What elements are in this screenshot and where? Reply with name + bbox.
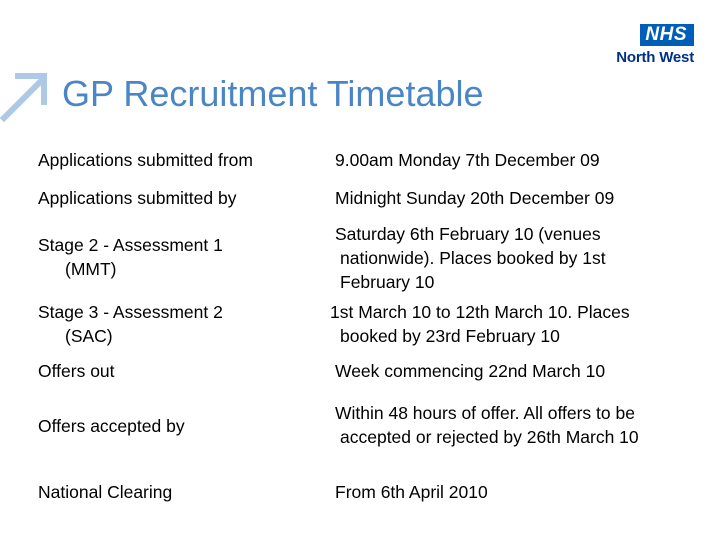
- row-label-line: (SAC): [65, 326, 113, 346]
- row-value: [335, 148, 600, 172]
- row-value-line: Midnight Sunday 20th December 09: [335, 188, 615, 208]
- row-value: [335, 359, 605, 383]
- row-value-line: 1st March 10 to 12th March 10. Places: [330, 302, 630, 322]
- row-label: [38, 148, 253, 172]
- row-label: [38, 414, 185, 438]
- row-label: [38, 300, 223, 348]
- row-value-line: nationwide). Places booked by 1st: [340, 248, 606, 268]
- nhs-badge: NHS: [640, 24, 694, 46]
- nhs-logo: [616, 24, 694, 66]
- row-label: [38, 233, 223, 281]
- arrow-up-right-icon: [0, 66, 52, 122]
- row-label: [38, 480, 172, 504]
- row-value-line: From 6th April 2010: [335, 482, 488, 502]
- row-label-line: Stage 2 - Assessment 1: [38, 235, 223, 255]
- row-value-line: Saturday 6th February 10 (venues: [335, 224, 601, 244]
- row-value-line: February 10: [340, 272, 435, 292]
- row-value-line: 9.00am Monday 7th December 09: [335, 150, 600, 170]
- row-label-line: (MMT): [65, 259, 117, 279]
- row-label: [38, 359, 115, 383]
- row-value: [335, 480, 488, 504]
- row-label-line: Stage 3 - Assessment 2: [38, 302, 223, 322]
- row-value: [335, 186, 614, 210]
- row-label-line: Applications submitted by: [38, 188, 237, 208]
- row-value: [330, 300, 630, 348]
- page-title: GP Recruitment Timetable: [62, 73, 484, 114]
- nhs-region: North West: [616, 49, 694, 66]
- row-value: [335, 222, 606, 294]
- row-value: [335, 401, 639, 449]
- row-label-line: Offers out: [38, 361, 115, 381]
- row-value-line: accepted or rejected by 26th March 10: [340, 427, 639, 447]
- row-label-line: Applications submitted from: [38, 150, 253, 170]
- row-value-line: Within 48 hours of offer. All offers to be: [335, 403, 635, 423]
- row-label-line: Offers accepted by: [38, 416, 185, 436]
- row-label: [38, 186, 236, 210]
- row-value-line: booked by 23rd February 10: [340, 326, 560, 346]
- row-value-line: Week commencing 22nd March 10: [335, 361, 606, 381]
- row-label-line: National Clearing: [38, 482, 173, 502]
